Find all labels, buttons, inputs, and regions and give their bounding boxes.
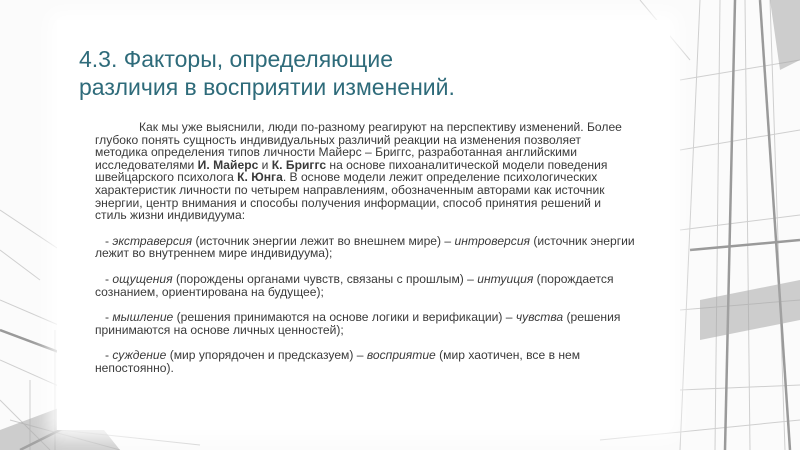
intro-text-2: и [258, 157, 272, 172]
item-dash: - [105, 348, 113, 363]
item-description: (источник энергии лежит во внешнем мире) – [192, 233, 455, 248]
list-item [95, 311, 635, 336]
author-myers: И. Майерс [197, 157, 259, 172]
slide-title: 4.3. Факторы, определяющие различия в восприятии изменений. [79, 46, 455, 100]
item-description: (мир хаотичен, все в нем непостоянно). [95, 348, 581, 375]
list-item [95, 349, 635, 374]
item-description: (порождается сознанием, ориентирована на будущее); [95, 271, 614, 299]
item-term: интуиция [477, 271, 534, 286]
item-term: суждение [112, 348, 167, 363]
list-item [95, 273, 635, 298]
item-term: восприятие [366, 348, 436, 363]
item-dash: - [105, 271, 113, 286]
item-description: (порождены органами чувств, связаны с прошлым) – [172, 271, 478, 286]
item-dash: - [105, 310, 113, 325]
item-term: мышление [112, 310, 174, 325]
list-item [95, 235, 635, 260]
author-briggs: К. Бриггс [271, 157, 327, 172]
item-term: ощущения [112, 271, 173, 286]
item-description: (источник энергии лежит во внутреннем мире индивидуума); [95, 233, 635, 261]
intro-text-3: на основе пихоаналитической модели поведения швейцарского психолога [95, 157, 608, 185]
item-description: (решения принимаются на основе личных ценностей); [95, 310, 621, 337]
author-jung: К. Юнга [237, 170, 283, 185]
intro-paragraph [95, 121, 635, 222]
intro-text-1: Как мы уже выяснили, люди по-разному реагируют на перспективу изменений. Более глубоко понять сущность индивидуальных различий реакции на изменения позволяет методика определения типов личности Майерс – Бриггс, разработанная английскими исследователями [95, 120, 622, 172]
item-description: (решения принимаются на основе логики и верификации) – [173, 310, 516, 325]
item-term: интроверсия [454, 233, 531, 248]
item-dash: - [105, 233, 113, 248]
item-description: (мир упорядочен и предсказуем) – [166, 348, 367, 363]
slide-body [95, 121, 635, 375]
item-term: экстраверсия [112, 233, 193, 248]
item-term: чувства [515, 310, 564, 325]
intro-text-4: . В основе модели лежит определение психологических характеристик личности по четырем направлениям, обозначенным авторами как источник энергии, центр внимания и способы получения информации, способ принятия решений и стиль жизни индивидуума: [95, 170, 605, 223]
